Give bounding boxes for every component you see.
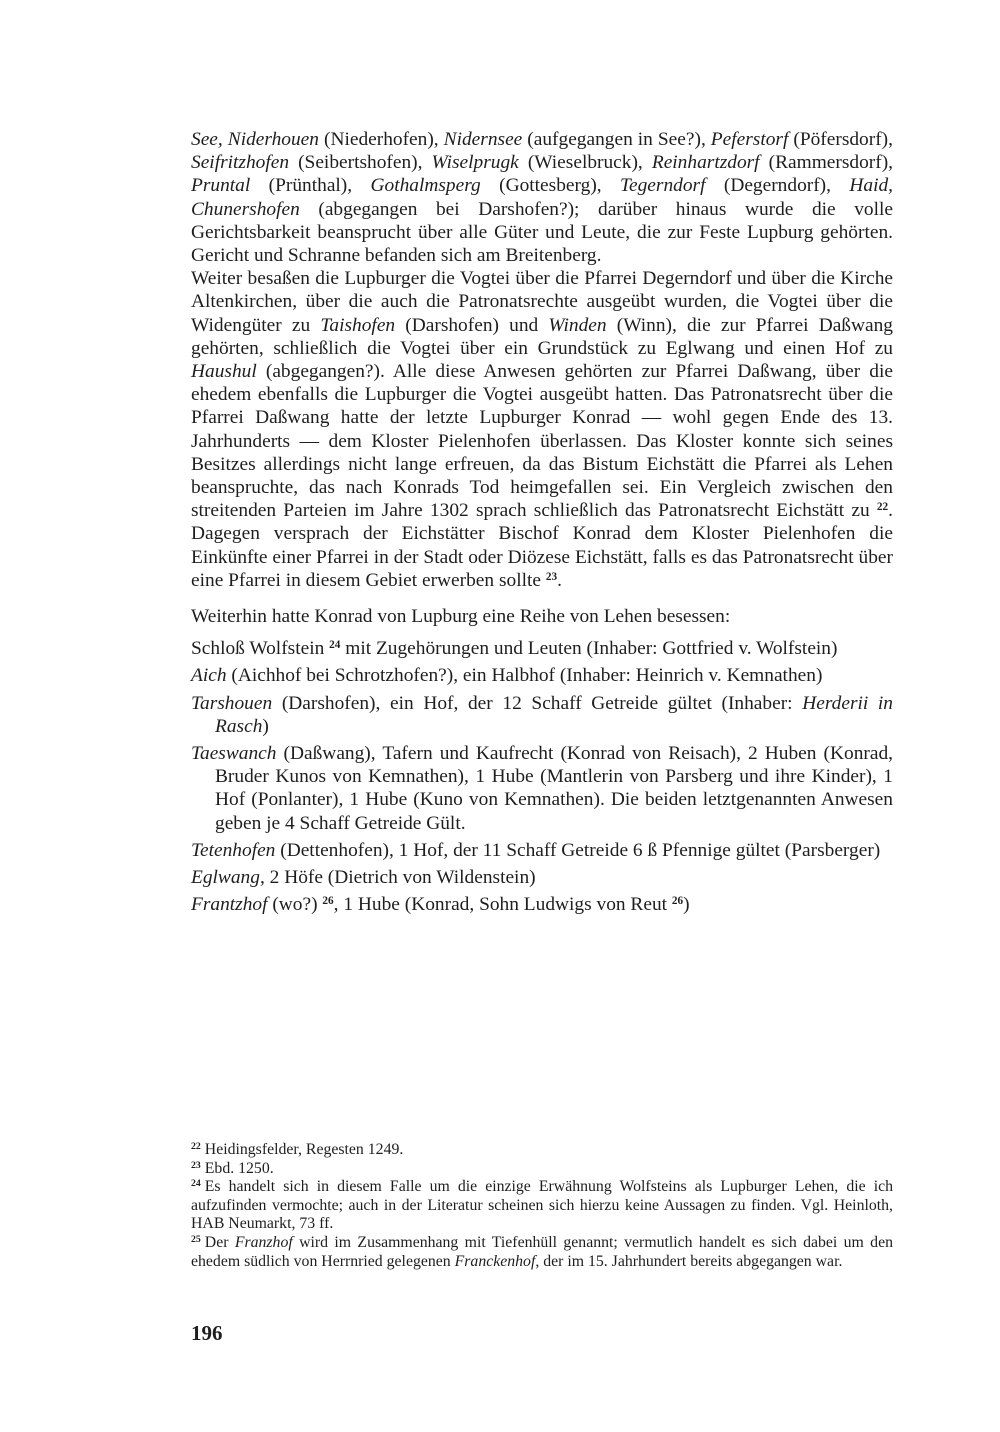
place-name: Reinhartzdorf: [651, 152, 760, 174]
footnote-text: wird im Zusammenhang mit Tiefenhüll genannt; vermutlich handelt es sich dabei um den ehedem südlich von Herrnried gelegenen: [191, 1233, 893, 1270]
fief-name: Schloß Wolfstein: [191, 638, 325, 660]
fief-name: Frantzhof: [191, 894, 268, 916]
text-run: Weiter besaßen die Lupburger die Vogtei über die Pfarrei Degerndorf und über die Kirche Altenkirchen, über die auch die Patronatsrechte ausgeübt wurden, die Vogtei über die Widengüter zu: [191, 268, 893, 336]
text-run: (abgegangen bei Darshofen?); darüber hinaus wurde die volle Gerichtsbarkeit beansprucht über alle Güter und Leute, die zur Feste Lupburg gehörten. Gericht und Schranne befanden sich am Breitenberg.: [191, 198, 893, 267]
footnote: [191, 1178, 893, 1234]
footnotes: [191, 1141, 893, 1271]
footnote: [191, 1234, 893, 1271]
footnote-ref[interactable]: 23: [545, 570, 558, 583]
footnote-ref[interactable]: 24: [329, 639, 341, 652]
fief-name: Tetenhofen: [191, 839, 276, 861]
place-name: Pruntal: [191, 175, 251, 197]
text-run: (Degerndorf),: [705, 175, 850, 197]
footnote-ref[interactable]: 26: [322, 895, 334, 908]
place-name: Niderhouen: [227, 129, 319, 150]
fief-name: Eglwang: [191, 867, 260, 889]
fief-entry: [191, 692, 893, 738]
fief-name: Tarshouen: [191, 692, 273, 714]
fief-description: (Darshofen), ein Hof, der 12 Schaff Getreide gültet (Inhaber:: [272, 692, 803, 714]
place-name: Haid, Chunershofen: [191, 175, 894, 220]
paragraph-locations: [191, 128, 893, 267]
place-name: Peferstorf: [710, 129, 789, 150]
text-run: (Darshofen) und: [395, 314, 549, 336]
fief-description: , 2 Höfe (Dietrich von Wildenstein): [259, 867, 536, 889]
fief-description: (wo?): [267, 894, 323, 916]
place-name: Gothalmsperg: [370, 175, 481, 197]
footnote-ref[interactable]: 22: [876, 501, 889, 514]
place-name: Winden: [548, 314, 607, 336]
fief-entry: [191, 839, 893, 862]
place-name: Franzhof: [234, 1233, 293, 1251]
text-run: (Rammersdorf),: [759, 152, 894, 174]
footnote-mark: 22: [191, 1141, 201, 1153]
fief-name: Aich: [191, 665, 227, 687]
footnote-text: Ebd. 1250.: [204, 1159, 274, 1177]
text-run: (abgegangen?). Alle diese Anwesen gehörten zur Pfarrei Daßwang, über die ehedem ebenfalls die Lupburger die Vogtei ausgeübt hatten. Das Patronatsrecht über die Pfarrei Daßwang hatte der letzte Lupburger Konrad — wohl gegen Ende des 13. Jahrhunderts — dem Kloster Pielenhofen überlassen. Das Kloster konnte sich seines Besitzes allerdings nicht lange erfreuen, da das Bistum Eichstätt die Pfarrei als Lehen beanspruchte, das nach Konrads Tod heimgefallen sei. Ein Vergleich zwischen den streitenden Parteien im Jahre 1302 sprach schließlich das Patronatsrecht Eichstätt zu: [191, 361, 893, 522]
fief-name: Taeswanch: [191, 743, 277, 765]
text-run: (aufgegangen in See?),: [522, 129, 711, 150]
place-name: Seifritzhofen: [191, 152, 290, 174]
text-run: (Prünthal),: [250, 175, 371, 197]
fief-entry: [191, 742, 893, 835]
holder-name: Herderii in Rasch: [215, 692, 893, 737]
footnote-mark: 25: [191, 1234, 201, 1246]
footnote-text: Heidingsfelder, Regesten 1249.: [204, 1141, 404, 1158]
place-name: See,: [191, 129, 228, 150]
fief-entry: [191, 893, 893, 916]
footnote-mark: 23: [191, 1159, 201, 1171]
text-run: ): [683, 894, 690, 916]
fief-entry: [191, 664, 893, 687]
page-number: 196: [191, 1321, 223, 1345]
fief-entry: [191, 866, 893, 889]
fief-entry: [191, 637, 893, 660]
place-name: Taishofen: [320, 314, 396, 336]
text-run: (Niederhofen),: [318, 129, 444, 150]
text-run: . Dagegen versprach der Eichstätter Bischof Konrad dem Kloster Pielenhofen die Einkünfte einer Pfarrei in der Stadt oder Diözese Eichstätt, falls es das Patronatsrecht über eine Pfarrei in diesem Gebiet erwerben sollte: [191, 500, 894, 591]
text-run: (Gottesberg),: [480, 175, 620, 197]
place-name: Wiselprugk: [431, 152, 519, 174]
paragraph-vogtei: [191, 267, 893, 592]
place-name: Nidernsee: [443, 129, 523, 150]
place-name: Franckenhof: [454, 1252, 536, 1270]
place-name: Tegerndorf: [620, 175, 706, 197]
place-name: Haushul: [191, 361, 257, 383]
text-run: (Winn), die zur Pfarrei Daßwang gehörten, schließlich die Vogtei über ein Grundstück zu Eglwang und einen Hof zu: [191, 314, 894, 359]
footnote: [191, 1160, 893, 1179]
text-run: (Seibertshofen),: [289, 152, 432, 174]
text-run: ): [262, 715, 269, 737]
footnote: [191, 1141, 893, 1160]
fief-description: (Aichhof bei Schrotzhofen?), ein Halbhof (Inhaber: Heinrich v. Kemnathen): [226, 665, 823, 687]
main-text: [191, 128, 893, 921]
fief-description: mit Zugehörungen und Leuten (Inhaber: Gottfried v. Wolfstein): [340, 638, 838, 660]
fief-list-intro: Weiterhin hatte Konrad von Lupburg eine Reihe von Lehen besessen:: [191, 606, 731, 628]
footnote-ref[interactable]: 26: [671, 895, 684, 908]
footnote-mark: 24: [191, 1178, 201, 1190]
fief-description: , 1 Hube (Konrad, Sohn Ludwigs von Reut: [333, 894, 672, 916]
text-run: (Wieselbruck),: [518, 152, 652, 174]
fief-description: (Daßwang), Tafern und Kaufrecht (Konrad von Reisach), 2 Huben (Konrad, Bruder Kunos von Kemnathen), 1 Hube (Mantlerin von Parsberg und ihre Kinder), 1 Hof (Ponlanter), 1 Hube (Kuno von Kemnathen). Die beiden letztgenannten Anwesen geben je 4 Schaff Getreide Gült.: [215, 743, 893, 834]
footnote-text: Es handelt sich in diesem Falle um die einzige Erwähnung Wolfsteins als Lupburger Lehen, die ich aufzufinden vermochte; auch in der Literatur scheinen sich hierzu keine Aussagen zu finden. Vgl. Heinloth, HAB Neumarkt, 73 ff.: [191, 1178, 893, 1233]
fief-description: (Dettenhofen), 1 Hof, der 11 Schaff Getreide 6 ß Pfennige gültet (Parsberger): [275, 839, 881, 861]
text-run: .: [557, 569, 562, 591]
text-run: (Pöfersdorf),: [788, 129, 893, 150]
footnote-text: , der im 15. Jahrhundert bereits abgegangen war.: [535, 1252, 843, 1270]
footnote-text: Der: [204, 1233, 235, 1251]
